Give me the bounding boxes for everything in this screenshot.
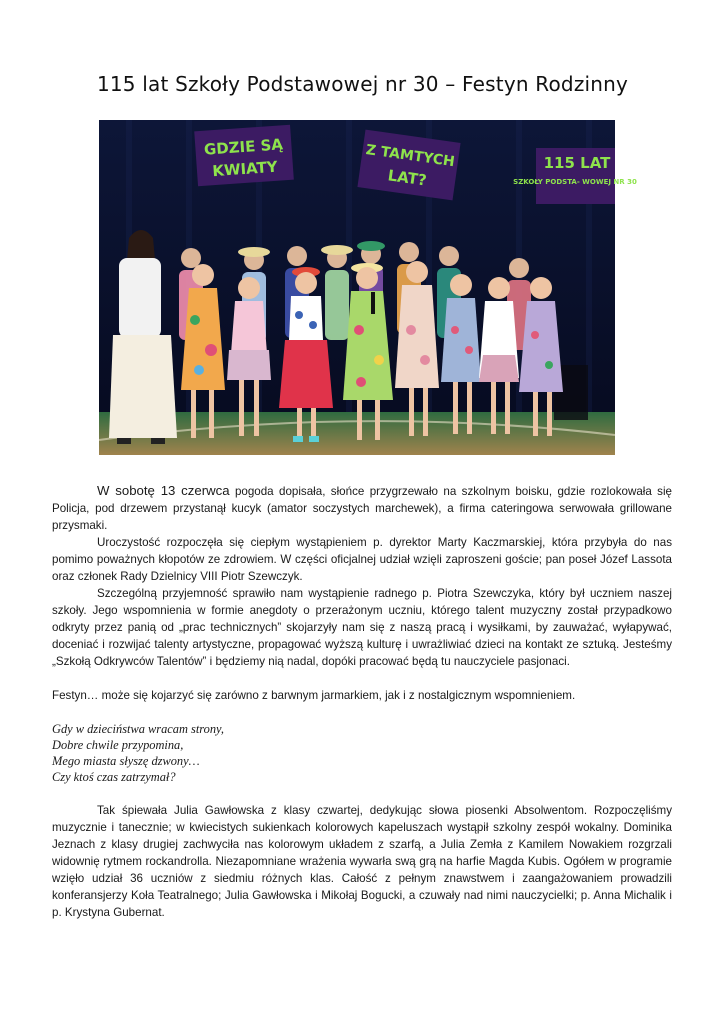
- poem-line: Dobre chwile przypomina,: [52, 738, 184, 752]
- banner-3-line-2: SZKOŁY PODSTA- WOWEJ NR 30: [513, 178, 637, 186]
- paragraph-2: Uroczystość rozpoczęła się ciepłym wystąpieniem p. dyrektor Marty Kaczmarskiej, która przybyła do nas pomimo poważnych kłopotów ze zdrowiem. W części oficjalnej udział wzięli zaproszeni goście; pan poseł Józef Lassota oraz członek Rady Dzielnicy VIII Piotr Szewczyk.: [52, 536, 672, 583]
- paragraph-1: [52, 482, 672, 534]
- performance-photo: [99, 120, 637, 455]
- poem-quote: [52, 721, 672, 785]
- banner-1-line-2: KWIATY: [211, 157, 279, 181]
- poem-line: Mego miasta słyszę dzwony…: [52, 754, 200, 768]
- paragraph-4: Festyn… może się kojarzyć się zarówno z barwnym jarmarkiem, jak i z nostalgicznym wspomnieniem.: [52, 689, 576, 702]
- paragraph-1-rest: pogoda dopisała, słońce przygrzewało na szkolnym boisku, gdzie rozlokowała się Policja, pod drzewem przystanął kucyk (amator soczystych marchewek), a firma cateringowa serwowała grillowane przysmaki.: [52, 485, 672, 532]
- poem-line: Czy ktoś czas zatrzymał?: [52, 770, 176, 784]
- paragraph-3: Szczególną przyjemność sprawiło nam wystąpienie radnego p. Piotra Szewczyka, który był uczniem naszej szkoły. Jego wspomnienia w formie anegdoty o przerażonym uczniu, którego talent muzyczny został przypadkowo odkryty przez panią od „prac technicznych” skojarzyły nam się z naszą pracą i wysiłkami, by zauważać, wyłapywać, doceniać i rozwijać talenty artystyczne, propagować wyższą kulturę i uwrażliwiać dzieci na kontakt ze sztuką. Jesteśmy „Szkołą Odkrywców Talentów” i będziemy nią nadal, dopóki pracować będą tu nauczyciele pasjonaci.: [52, 587, 672, 668]
- page-title: 115 lat Szkoły Podstawowej nr 30 – Festyn Rodzinny: [96, 72, 629, 96]
- banner-gdzie-sa-kwiaty: [194, 125, 294, 187]
- banner-1-line-1: GDZIE SĄ: [203, 135, 284, 159]
- article-body: [52, 482, 672, 921]
- poem-line: Gdy w dzieciństwa wracam strony,: [52, 722, 224, 736]
- paragraph-1-lead: W sobotę 13 czerwca: [97, 483, 230, 498]
- paragraph-5: Tak śpiewała Julia Gawłowska z klasy czwartej, dedykując słowa piosenki Absolwentom. Rozpoczęliśmy muzycznie i tanecznie; w kwiecistych sukienkach kolorowych kapeluszach wystąpił szkolny zespół wokalny. Dominika Jeznach z klasy drugiej zachwyciła nas kolorowym układem z szarfą, a Julia Zemła z Kamilem Nowakiem rozgrzali widownię rytmem rockandrolla. Niezapomniane wrażenia wywarła swą grą na harfie Magda Kubis. Ogółem w programie wzięło udział 36 uczniów z siedmiu różnych klas. Całość z pełnym znawstwem i zaangażowaniem prowadzili konferansjerzy Koła Teatralnego; Julia Gawłowska i Mikołaj Bogucki, a czuwały nad nimi nauczycielki; p. Anna Michalik i p. Krystyna Gubernat.: [52, 804, 672, 919]
- banner-2-line-1: Z TAMTYCH: [364, 141, 456, 171]
- banner-3-line-1: 115 LAT: [543, 154, 611, 172]
- banner-2-line-2: LAT?: [386, 166, 428, 190]
